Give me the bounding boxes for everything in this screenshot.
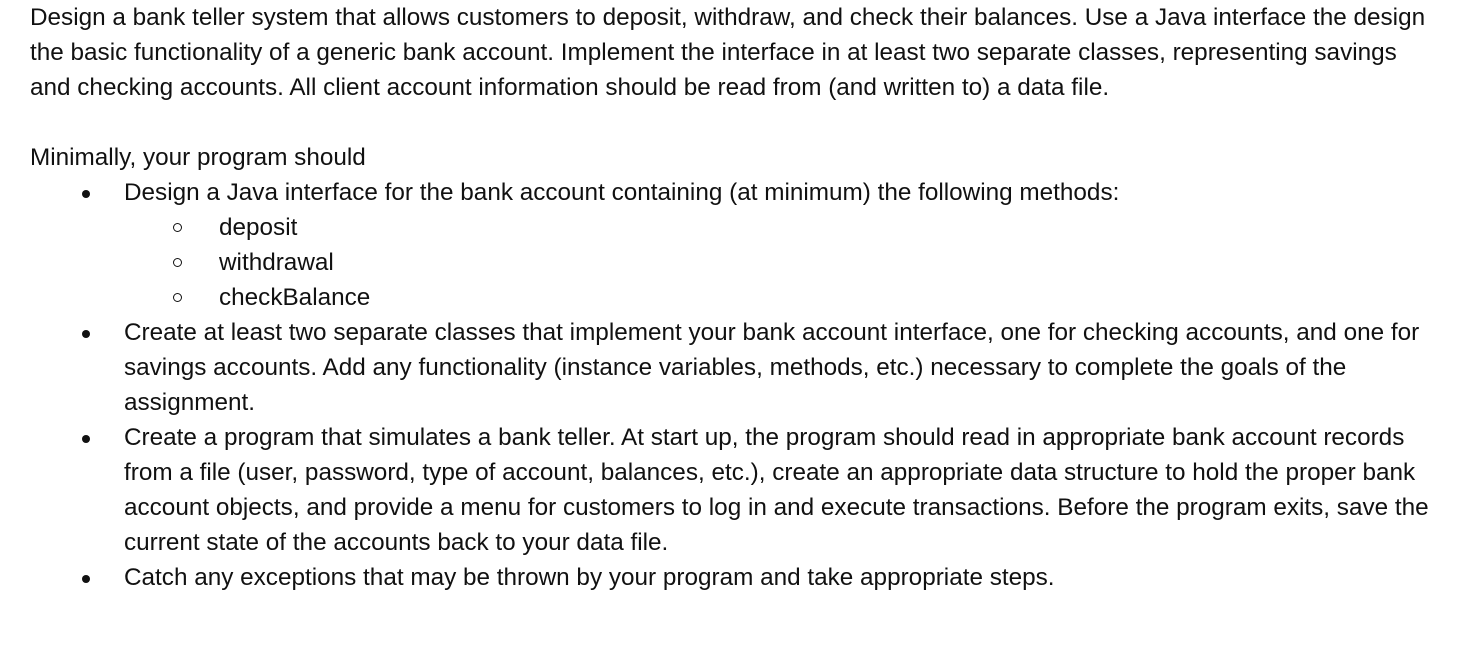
requirement-item-exceptions: [30, 560, 1444, 595]
requirement-item-classes: [30, 315, 1444, 420]
method-item-checkbalance: [124, 280, 1444, 315]
method-item-deposit: [124, 210, 1444, 245]
method-name: checkBalance: [219, 284, 371, 311]
hollow-bullet-icon: [173, 293, 182, 302]
methods-list: [124, 210, 1444, 315]
bullet-icon: [82, 435, 90, 443]
requirement-text: Catch any exceptions that may be thrown by your program and take appropriate steps.: [124, 564, 1055, 591]
requirement-text: Design a Java interface for the bank account containing (at minimum) the following methods:: [124, 179, 1120, 206]
hollow-bullet-icon: [173, 258, 182, 267]
requirement-text: Create a program that simulates a bank teller. At start up, the program should read in appropriate bank account records from a file (user, password, type of account, balances, etc.), create an appropriate data structure to hold the proper bank account objects, and provide a menu for customers to log in and execute transactions. Before the program exits, save the current state of the accounts back to your data file.: [124, 424, 1429, 556]
method-name: deposit: [219, 214, 298, 241]
requirement-text: Create at least two separate classes that implement your bank account interface, one for checking accounts, and one for savings accounts. Add any functionality (instance variables, methods, etc.) necessary to complete the goals of the assignment.: [124, 319, 1420, 416]
bullet-icon: [82, 575, 90, 583]
requirement-item-interface: [30, 175, 1444, 315]
paragraph-spacer: [30, 105, 1444, 140]
intro-paragraph: Design a bank teller system that allows customers to deposit, withdraw, and check their balances. Use a Java interface the design the basic functionality of a generic bank account. Implement the interface in at least two separate classes, representing savings and checking accounts. All client account information should be read from (and written to) a data file.: [30, 4, 1426, 101]
requirements-list: [30, 175, 1444, 595]
hollow-bullet-icon: [173, 223, 182, 232]
method-name: withdrawal: [219, 249, 334, 276]
bullet-icon: [82, 190, 90, 198]
requirements-heading: Minimally, your program should: [30, 144, 366, 171]
method-item-withdrawal: [124, 245, 1444, 280]
requirement-item-teller-program: [30, 420, 1444, 560]
bullet-icon: [82, 330, 90, 338]
